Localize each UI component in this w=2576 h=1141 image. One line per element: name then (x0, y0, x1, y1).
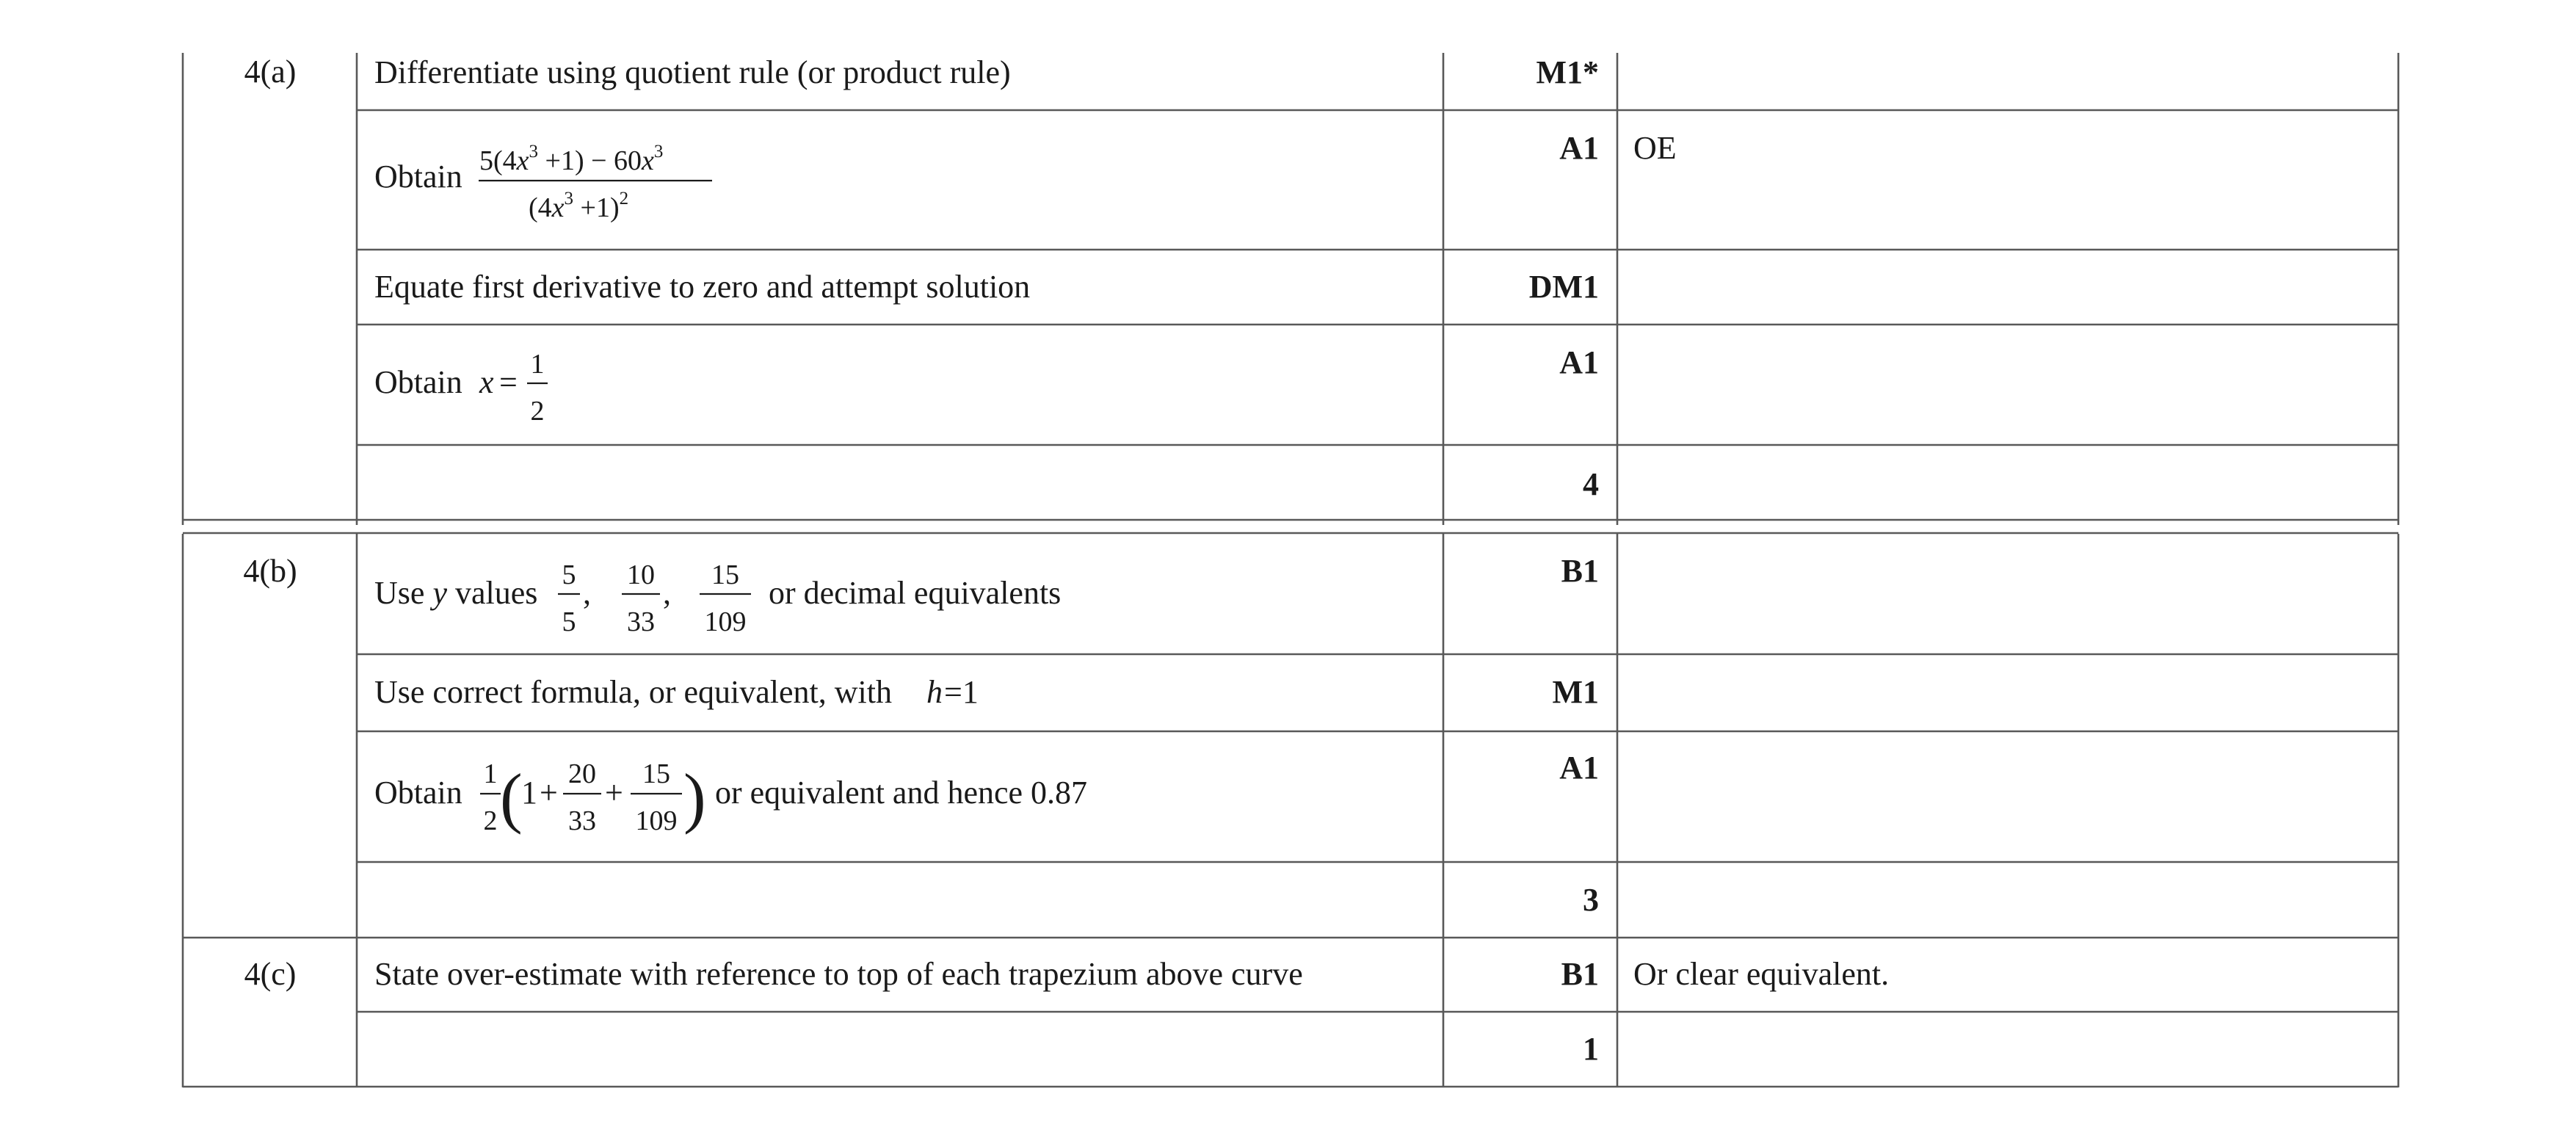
fraction-denominator: $(4x^3 +1)^2$ (529, 189, 629, 223)
fraction-denominator: 109 (704, 606, 747, 637)
variable-h: h (926, 674, 943, 710)
answer-4b-2: Use correct formula, or equivalent, with (374, 674, 892, 710)
fraction-numerator: 1 (483, 758, 498, 789)
fraction-numerator: 1 (530, 349, 545, 380)
answer-4b-1-lead: Use y values (374, 575, 538, 611)
answer-4a-2-lead: Obtain (374, 159, 462, 195)
answer-4b-1-tail: or decimal equivalents (769, 575, 1062, 611)
comma: , (583, 575, 591, 611)
fraction-denominator: 5 (562, 606, 576, 637)
total-4b: 3 (1583, 882, 1599, 918)
fraction-denominator: 2 (530, 396, 545, 427)
equals-one: =1 (944, 674, 979, 710)
fraction-numerator: 20 (568, 758, 596, 789)
fraction-numerator: 5 (562, 559, 576, 590)
question-number-4c: 4(c) (244, 956, 297, 992)
question-number-4a: 4(a) (244, 54, 297, 90)
mark-4b-3: A1 (1559, 750, 1599, 786)
guidance-4c-1: Or clear equivalent. (1633, 956, 1890, 992)
fraction-denominator: 2 (483, 805, 498, 836)
plus-sign: + (605, 775, 623, 811)
total-4c: 1 (1583, 1031, 1599, 1067)
mark-4b-2: M1 (1552, 674, 1599, 710)
fraction-denominator: 33 (627, 606, 655, 637)
term-one: 1 (521, 775, 537, 811)
variable-x: x (479, 364, 494, 400)
left-bracket: ( (500, 760, 523, 835)
mark-4a-3: DM1 (1528, 269, 1599, 305)
answer-4b-3-lead: Obtain (374, 775, 462, 811)
comma: , (663, 575, 671, 611)
fraction-numerator: 15 (642, 758, 670, 789)
mark-4c-1: B1 (1561, 956, 1599, 992)
guidance-4a-2: OE (1633, 130, 1677, 166)
total-4a: 4 (1583, 466, 1599, 502)
fraction-numerator: $5(4x^3 +1) - 60x^3$ (479, 142, 664, 176)
mark-4a-2: A1 (1559, 130, 1599, 166)
mark-4b-1: B1 (1561, 553, 1599, 589)
answer-4c-1: State over-estimate with reference to top of each trapezium above curve (374, 956, 1303, 992)
equals-sign: = (499, 364, 518, 400)
answer-4a-4-lead: Obtain (374, 364, 462, 400)
mark-4a-1: M1* (1536, 54, 1599, 90)
mark-4a-4: A1 (1559, 344, 1599, 380)
answer-4a-1: Differentiate using quotient rule (or product rule) (374, 54, 1011, 90)
answer-4a-3: Equate first derivative to zero and attempt solution (374, 269, 1031, 305)
fraction-numerator: 15 (711, 559, 739, 590)
plus-sign: + (540, 775, 558, 811)
fraction-numerator: 10 (627, 559, 655, 590)
right-bracket: ) (683, 760, 706, 835)
answer-4b-3-tail: or equivalent and hence 0.87 (715, 775, 1088, 811)
fraction-denominator: 33 (568, 805, 596, 836)
fraction-denominator: 109 (635, 805, 678, 836)
question-number-4b: 4(b) (243, 553, 297, 589)
table-grid (183, 53, 2398, 1087)
